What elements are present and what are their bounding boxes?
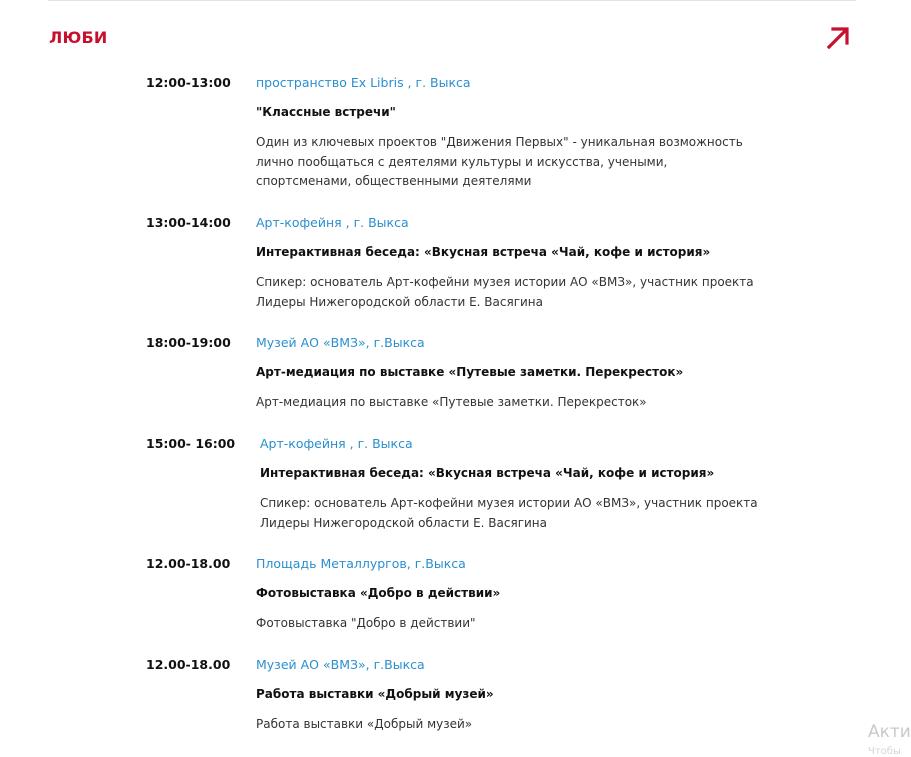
- event-body: [256, 657, 766, 735]
- event-time: 13:00-14:00: [146, 215, 231, 230]
- arrow-up-right-icon: [824, 24, 852, 52]
- section-title: ЛЮБИ: [49, 28, 108, 47]
- event-body: [260, 436, 770, 533]
- event-time: 15:00- 16:00: [146, 436, 236, 451]
- event-body: [256, 215, 766, 312]
- event-title: Интерактивная беседа: «Вкусная встреча «Чай, кофе и история»: [260, 466, 715, 480]
- event-description: Спикер: основатель Арт-кофейни музея истории АО «ВМЗ», участник проекта Лидеры Нижегородской области Е. Васягина: [256, 275, 754, 309]
- event-title: "Классные встречи": [256, 105, 396, 119]
- event-body: [256, 335, 766, 413]
- event-time: 12:00-13:00: [146, 75, 231, 90]
- event-time: 12.00-18.00: [146, 657, 231, 672]
- os-activation-watermark-subtext: Чтобы: [868, 746, 901, 757]
- os-activation-watermark: Акти: [868, 722, 911, 742]
- event-title: Арт-медиация по выставке «Путевые заметки. Перекресток»: [256, 365, 684, 379]
- event-body: [256, 556, 766, 634]
- event-description: Один из ключевых проектов "Движения Первых" - уникальная возможность лично пообщаться с деятелями культуры и искусства, учеными, спортсменами, общественными деятелями: [256, 135, 743, 188]
- event-title: Работа выставки «Добрый музей»: [256, 687, 494, 701]
- event-title: Фотовыставка «Добро в действии»: [256, 586, 501, 600]
- event-description: Работа выставки «Добрый музей»: [256, 717, 473, 731]
- event-description: Арт-медиация по выставке «Путевые заметки. Перекресток»: [256, 395, 647, 409]
- event-place-link[interactable]: Арт-кофейня , г. Выкса: [260, 436, 413, 451]
- section-arrow-link[interactable]: [824, 24, 852, 52]
- event-time: 18:00-19:00: [146, 335, 231, 350]
- event-description: Спикер: основатель Арт-кофейни музея истории АО «ВМЗ», участник проекта Лидеры Нижегородской области Е. Васягина: [260, 496, 758, 530]
- event-title: Интерактивная беседа: «Вкусная встреча «Чай, кофе и история»: [256, 245, 711, 259]
- event-place-link[interactable]: Музей АО «ВМЗ», г.Выкса: [256, 335, 425, 350]
- event-place-link[interactable]: Площадь Металлургов, г.Выкса: [256, 556, 466, 571]
- event-place-link[interactable]: Музей АО «ВМЗ», г.Выкса: [256, 657, 425, 672]
- event-time: 12.00-18.00: [146, 556, 231, 571]
- event-place-link[interactable]: пространство Ex Libris , г. Выкса: [256, 75, 471, 90]
- event-body: [256, 75, 766, 192]
- top-divider: [48, 0, 856, 1]
- event-description: Фотовыставка "Добро в действии": [256, 616, 476, 630]
- event-place-link[interactable]: Арт-кофейня , г. Выкса: [256, 215, 409, 230]
